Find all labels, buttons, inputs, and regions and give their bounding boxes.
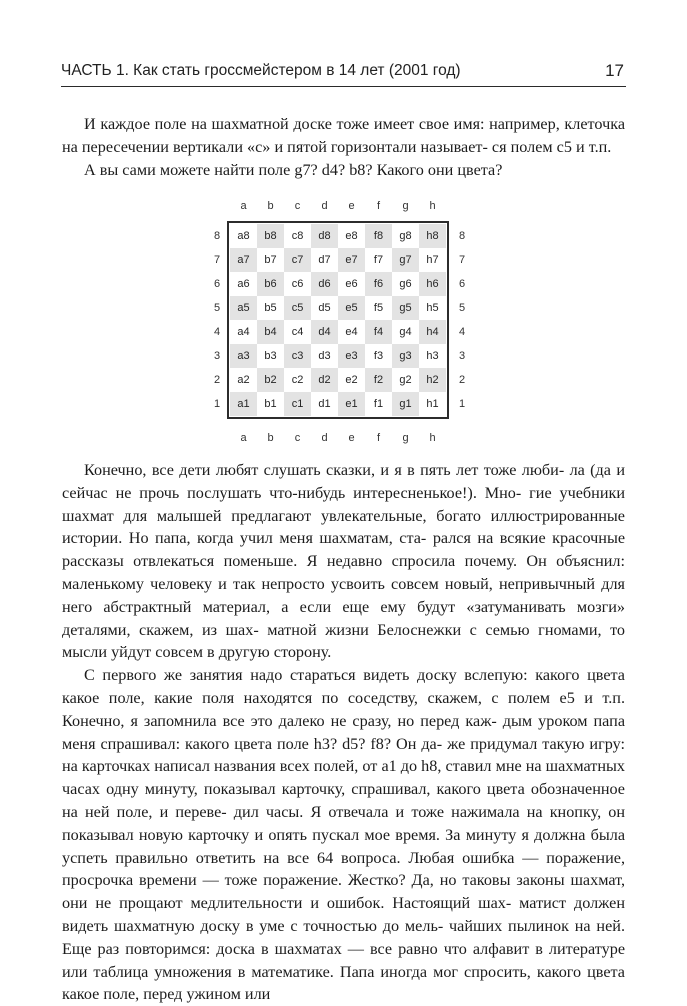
text-line: иллюстрированные истории. Но папа, когда учил меня шахматам, ста-: [62, 506, 625, 548]
board-square: g8: [392, 224, 419, 248]
board-square: h6: [419, 272, 446, 296]
text-line: шахмат, они не прощают медлительности и ошибок. Настоящий шах-: [62, 871, 625, 913]
board-square: b1: [257, 392, 284, 416]
text-line: от a1 до h8, ставил мне на шахматных часах одну минуту, показывал: [62, 757, 626, 799]
board-square: a7: [230, 248, 257, 272]
rank-labels-left: [210, 224, 224, 440]
board-square: h2: [419, 368, 446, 392]
paragraph: [62, 113, 625, 159]
file-label: d: [321, 432, 328, 444]
text-line: же придумал такую игру: на карточках написал названия всех полей,: [62, 734, 625, 776]
file-label: b: [267, 432, 274, 444]
board-square: c5: [284, 296, 311, 320]
text-line: карточку и опять пускал мое время. За минуту я должна была успеть: [62, 825, 626, 867]
board-square: d6: [311, 272, 338, 296]
page-number: 17: [605, 61, 624, 80]
board-square: e8: [338, 224, 365, 248]
rank-label: 1: [458, 398, 466, 410]
file-label: d: [321, 200, 328, 212]
file-label: c: [294, 432, 301, 444]
text-line: клеточка на пересечении вертикали «с» и пятой горизонтали называет-: [62, 115, 626, 156]
text-line: равно что алфавит в литературе или таблица умножения в математике.: [62, 939, 626, 981]
board-square: h5: [419, 296, 446, 320]
board-square: b3: [257, 344, 284, 368]
board-square: e6: [338, 272, 365, 296]
board-square: f7: [365, 248, 392, 272]
text-line: Конечно, все дети любят слушать сказки, и я в пять лет тоже люби-: [84, 461, 565, 479]
text-line: С первого же занятия надо стараться видеть доску вслепую: какого: [84, 666, 580, 685]
text-line: правильно ответить на все 64 вопроса. Любая ошибка — поражение,: [115, 848, 625, 867]
text-line: просрочка времени — тоже поражение. Жестко? Да, но таковы законы: [62, 871, 565, 890]
board-square: g5: [392, 296, 419, 320]
rank-label: 2: [213, 374, 221, 386]
board-square: d4: [311, 320, 338, 344]
board-square: b7: [257, 248, 284, 272]
rank-label: 8: [458, 230, 466, 242]
board-square: b5: [257, 296, 284, 320]
board-square: f6: [365, 272, 392, 296]
text-line: дым уроком папа меня спрашивал: какого цвета поле h3? d5? f8? Он да-: [62, 711, 625, 753]
board-square: g2: [392, 368, 419, 392]
board-square: e3: [338, 344, 365, 368]
board-square: h7: [419, 248, 446, 272]
file-label: h: [429, 432, 436, 444]
chessboard-figure: [198, 198, 478, 454]
text-line: е5 и т.п. Конечно, я запомнила все это далеко не сразу, но перед каж-: [62, 688, 625, 730]
rank-label: 6: [458, 278, 466, 290]
text-line: матной жизни Белоснежки с семью гномами, то мысли уйдут совсем в: [62, 620, 626, 662]
text-line: усвоить совсем новый, непривычный для него абстрактный материал,: [62, 574, 626, 616]
paragraph: [62, 159, 625, 182]
board-square: c2: [284, 368, 311, 392]
file-label: g: [402, 432, 409, 444]
body-text: [62, 459, 625, 1006]
board-square: c1: [284, 392, 311, 416]
board-square: d1: [311, 392, 338, 416]
paragraph: [62, 664, 625, 1006]
text-line: а если еще ему будут «затуманивать мозги» деталями, скажем, из шах-: [62, 597, 625, 639]
chapter-title: ЧАСТЬ 1. Как стать гроссмейстером в 14 лет (2001 год): [61, 62, 461, 79]
paragraph: [62, 459, 625, 664]
rank-label: 4: [458, 326, 466, 338]
board-square: c8: [284, 224, 311, 248]
file-label: b: [267, 200, 274, 212]
text-line: чайших пылинок на ней. Еще раз повторимся: доска в шахматах — все: [62, 916, 625, 958]
board-square: f4: [365, 320, 392, 344]
board-square: a5: [230, 296, 257, 320]
intro-text: [62, 113, 625, 181]
board-square: c4: [284, 320, 311, 344]
board-square: e5: [338, 296, 365, 320]
board-square: a4: [230, 320, 257, 344]
text-line: цвета какое поле, какие поля находятся по соседству, скажем, с полем: [62, 666, 625, 707]
rank-label: 6: [213, 278, 221, 290]
board-square: f8: [365, 224, 392, 248]
file-label: e: [348, 200, 355, 212]
text-line: А вы сами можете найти поле g7? d4? b8? Какого они цвета?: [84, 160, 503, 179]
text-line: дил часы. Я отвечала и тоже нажимала на кнопку, он показывал новую: [62, 802, 626, 844]
text-line: спросила почему. Он объяснил: маленькому человеку и так непросто: [62, 552, 625, 593]
board-square: c3: [284, 344, 311, 368]
text-line: гие учебники шахмат для малышей предлагают увлекательные, богато: [62, 483, 626, 525]
board-square: a6: [230, 272, 257, 296]
text-line: И каждое поле на шахматной доске тоже имеет свое имя: например,: [84, 115, 560, 133]
rank-label: 1: [213, 398, 221, 410]
running-header: [61, 60, 626, 87]
board-square: g6: [392, 272, 419, 296]
board-square: e1: [338, 392, 365, 416]
file-label: g: [402, 200, 409, 212]
rank-labels-right: [455, 224, 469, 440]
rank-label: 5: [458, 302, 466, 314]
text-line: матист должен видеть шахматную доску в уме с точностью до мель-: [62, 894, 625, 935]
board-square: f2: [365, 368, 392, 392]
file-labels-bottom: [230, 432, 446, 448]
board-square: a1: [230, 392, 257, 416]
rank-label: 5: [213, 302, 221, 314]
board-square: d5: [311, 296, 338, 320]
rank-label: 7: [213, 254, 221, 266]
board-square: c7: [284, 248, 311, 272]
rank-label: 3: [213, 350, 221, 362]
board-square: e2: [338, 368, 365, 392]
board-square: g4: [392, 320, 419, 344]
board-square: d2: [311, 368, 338, 392]
chessboard: [227, 221, 449, 419]
rank-label: 7: [458, 254, 466, 266]
board-square: b6: [257, 272, 284, 296]
text-line: другую сторону.: [218, 643, 332, 662]
file-label: f: [376, 200, 381, 212]
board-square: d8: [311, 224, 338, 248]
file-label: h: [429, 200, 436, 212]
file-label: a: [240, 200, 247, 212]
text-line: ся полем с5 и т.п.: [491, 137, 612, 156]
file-labels-top: [230, 200, 446, 216]
text-line: ла (да и сейчас не прочь послушать что-нибудь интересненькое!). Мно-: [62, 461, 625, 502]
board-square: g7: [392, 248, 419, 272]
board-square: d3: [311, 344, 338, 368]
board-square: a8: [230, 224, 257, 248]
board-square: g1: [392, 392, 419, 416]
file-label: a: [240, 432, 247, 444]
file-label: c: [294, 200, 301, 212]
text-line: карточку, спрашивал, какого цвета обозначенное на ней поле, и переве-: [62, 780, 625, 821]
board-square: f5: [365, 296, 392, 320]
file-label: e: [348, 432, 355, 444]
board-square: a2: [230, 368, 257, 392]
board-square: d7: [311, 248, 338, 272]
board-square: b8: [257, 224, 284, 248]
board-square: c6: [284, 272, 311, 296]
file-label: f: [376, 432, 381, 444]
board-square: h3: [419, 344, 446, 368]
board-square: f3: [365, 344, 392, 368]
board-square: h4: [419, 320, 446, 344]
board-square: h8: [419, 224, 446, 248]
rank-label: 4: [213, 326, 221, 338]
board-square: b2: [257, 368, 284, 392]
text-line: рался на всякие красочные рассказы отвлекаться поменьше. Я недавно: [62, 529, 626, 571]
board-square: e4: [338, 320, 365, 344]
rank-label: 8: [213, 230, 221, 242]
board-square: h1: [419, 392, 446, 416]
rank-label: 3: [458, 350, 466, 362]
text-line: Папа иногда мог спросить, какого цвета какое поле, перед ужином или: [62, 962, 625, 1004]
board-square: f1: [365, 392, 392, 416]
board-square: b4: [257, 320, 284, 344]
board-square: e7: [338, 248, 365, 272]
rank-label: 2: [458, 374, 466, 386]
board-square: a3: [230, 344, 257, 368]
board-square: g3: [392, 344, 419, 368]
